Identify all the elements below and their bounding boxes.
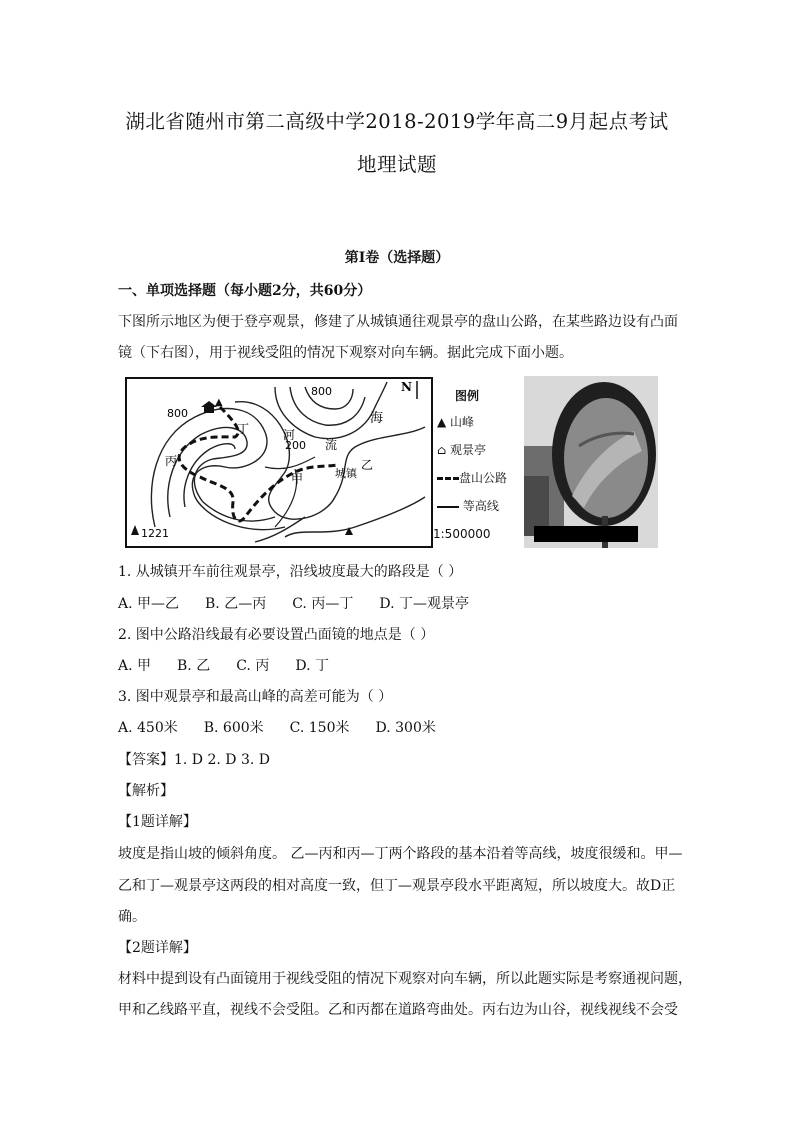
question-2: 2. 图中公路沿线最有必要设置凸面镜的地点是（ ）	[118, 627, 435, 643]
contour-label-800a: 800	[311, 385, 332, 398]
label-sea: 海	[370, 411, 384, 426]
label-jia: 甲	[291, 472, 304, 486]
q3-option-d: D. 300米	[375, 720, 436, 736]
map-legend	[433, 377, 525, 548]
map-scale: 1:500000	[433, 527, 491, 541]
q2-detail-line-1: 材料中提到设有凸面镜用于视线受阻的情况下观察对向车辆，所以此题实际是考察通视问题，	[118, 971, 692, 987]
q2-detail-line-2: 甲和乙线路平直，视线不会受阻。乙和丙都在道路弯曲处。丙右边为山谷，视线视线不会受	[118, 1002, 678, 1018]
answer-line: 【答案】1. D 2. D 3. D	[118, 752, 270, 768]
label-town: 城镇	[335, 467, 357, 480]
contour-map	[125, 377, 433, 548]
question-2-options	[118, 655, 355, 675]
legend-road	[437, 469, 507, 486]
label-bing: 丙	[165, 454, 178, 468]
q1-option-d: D. 丁—观景亭	[379, 596, 469, 612]
q1-detail-heading: 【1题详解】	[118, 814, 197, 830]
contour-label-200: 200	[285, 439, 306, 452]
north-label: N	[401, 380, 412, 394]
label-yi: 乙	[361, 458, 374, 472]
question-1: 1. 从城镇开车前往观景亭，沿线坡度最大的路段是（ ）	[118, 564, 463, 580]
label-river-1: 河	[283, 428, 296, 442]
q2-option-d: D. 丁	[295, 658, 329, 674]
part-heading: 一、单项选择题（每小题2分，共60分）	[118, 283, 372, 299]
q1-option-c: C. 丙—丁	[292, 596, 354, 612]
legend-road-label: 盘山公路	[459, 471, 508, 485]
q2-option-b: B. 乙	[177, 658, 211, 674]
peak-icon-label: ▲	[215, 397, 223, 408]
peak-elevation-label: 1221	[141, 527, 169, 540]
q3-option-a: A. 450米	[118, 720, 178, 736]
q2-detail-heading: 【2题详解】	[118, 940, 197, 956]
legend-title: 图例	[455, 389, 480, 403]
q1-detail-line-3: 确。	[118, 909, 146, 925]
question-3-options	[118, 717, 462, 737]
label-river-2: 流	[325, 438, 338, 452]
q2-option-a: A. 甲	[118, 658, 152, 674]
legend-pavilion-label: 观景亭	[449, 443, 486, 457]
legend-contour	[437, 497, 499, 514]
intro-line-1: 下图所示地区为便于登亭观景，修建了从城镇通往观景亭的盘山公路，在某些路边设有凸面	[118, 314, 678, 330]
question-1-options	[118, 593, 495, 613]
q1-option-b: B. 乙—丙	[205, 596, 267, 612]
q1-option-a: A. 甲—乙	[118, 596, 180, 612]
q3-option-c: C. 150米	[289, 720, 350, 736]
contour-label-800b: 800	[167, 407, 188, 420]
analysis-heading: 【解析】	[118, 783, 174, 799]
legend-contour-label: 等高线	[462, 499, 499, 513]
question-3: 3. 图中观景亭和最高山峰的高差可能为（ ）	[118, 689, 393, 705]
q1-detail-line-1: 坡度是指山坡的倾斜角度。 乙—丙和丙—丁两个路段的基本沿着等高线，坡度很缓和。甲—	[118, 846, 683, 862]
document-title: 湖北省随州市第二高级中学2018-2019学年高二9月起点考试	[125, 110, 669, 133]
q1-detail-line-2: 乙和丁—观景亭这两段的相对高度一致，但丁—观景亭段水平距离短，所以坡度大。故D正	[118, 878, 676, 894]
legend-pavilion: ⌂ 观景亭	[437, 443, 486, 457]
legend-peak-label: 山峰	[450, 415, 475, 429]
label-ding: 丁	[237, 422, 250, 436]
legend-peak: ▲ 山峰	[437, 415, 475, 429]
document-subtitle: 地理试题	[356, 153, 437, 176]
q3-option-b: B. 600米	[203, 720, 264, 736]
section-heading: 第Ⅰ卷（选择题）	[344, 250, 450, 266]
intro-line-2: 镜（下右图），用于视线受阻的情况下观察对向车辆。据此完成下面小题。	[118, 345, 573, 361]
convex-mirror-photo	[524, 376, 658, 548]
q2-option-c: C. 丙	[236, 658, 270, 674]
